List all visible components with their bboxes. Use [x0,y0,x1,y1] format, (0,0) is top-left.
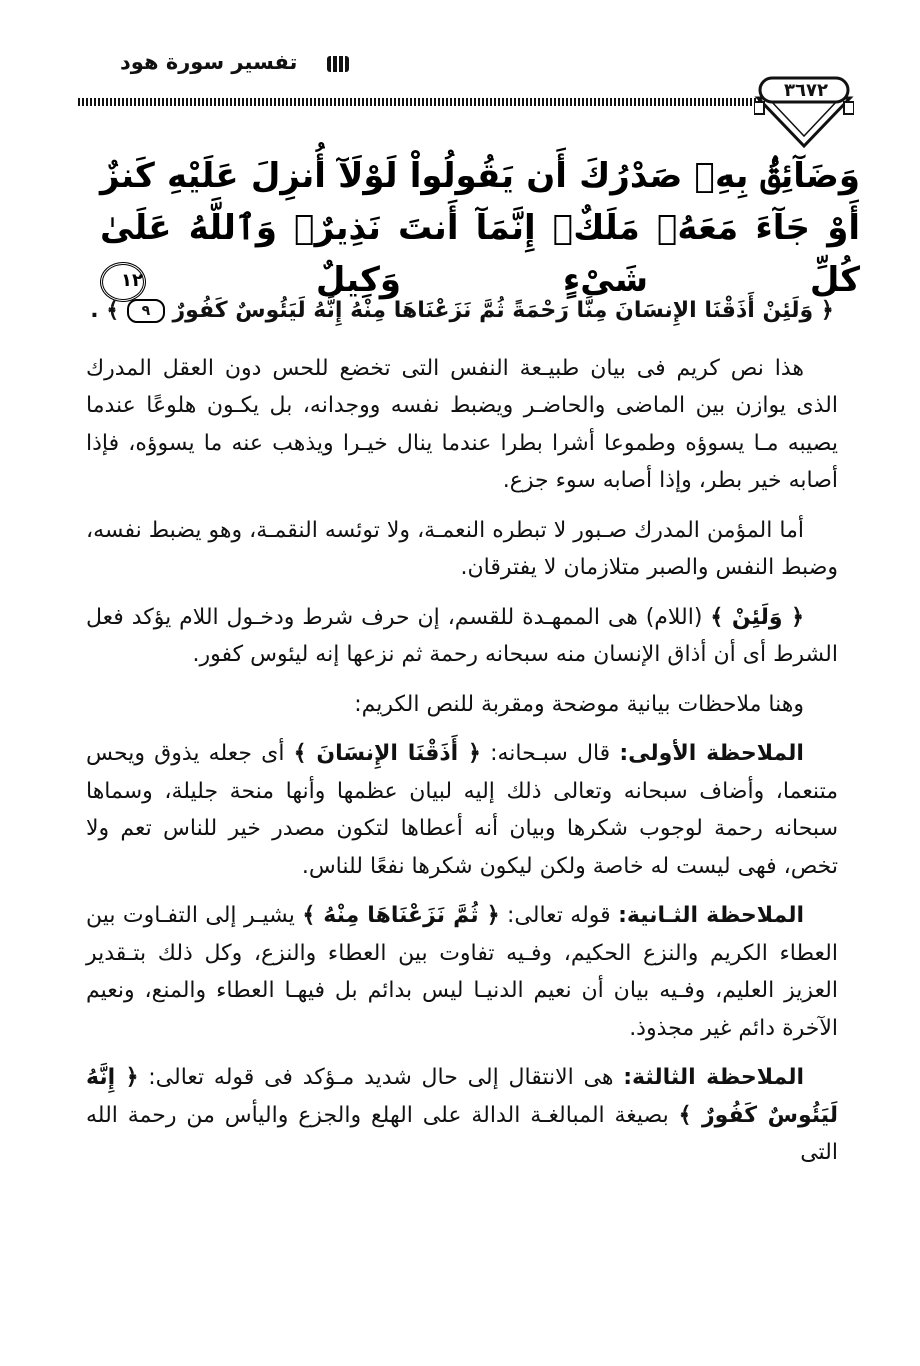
note-1 [86,735,838,885]
note-heading: الملاحظة الثالثة: [623,1065,804,1090]
paragraph-text: (اللام) هى الممهـدة للقسم، إن حرف شرط ودخـول اللام يؤكد فعل الشرط أى أن أذاق الإنسان منه سبحانه رحمة ثم نزعها إنه ليئوس كفور. [86,604,838,667]
note-heading: الملاحظة الأولى: [619,741,804,766]
page-number: ٣٦٧٢ [784,80,828,101]
paragraph-4: وهنا ملاحظات بيانية موضحة ومقربة للنص الكريم: [354,691,804,717]
ornament-icon [327,54,349,74]
verse-text: وَضَآئِقُۢ بِهِۦ صَدْرُكَ أَن يَقُولُواْ لَوْلَآ أُنزِلَ عَلَيْهِ كَنزٌ أَوْ جَآءَ مَعَهُۥ مَلَكٌۚ إِنَّمَآ أَنتَ نَذِيرٌۚ وَٱللَّهُ عَلَىٰ كُلِّ شَىْءٍ وَكِيلٌ [100,156,860,300]
running-header [70,40,850,150]
note-heading: الملاحظة الثـانية: [618,903,804,928]
quran-verse [100,150,860,306]
note-2 [86,897,838,1047]
header-dotted-rule [78,98,768,106]
note-text: أى جعله يذوق ويحس متنعما، وأضاف سبحانه وتعالى ذلك إليه لبيان عظمها وأنها منحة جليلة، وسماها سبحانه رحمة لوجوب شكرها وبيان أنه أعطاها لتكون مصدر خير للناس تعم ولا تخص، فهى ليست له خاصة ولكن ليكون شكرها نفعًا للناس. [86,741,838,879]
inline-verse-quote: ﴿ أَذَقْنَا الإِنسَانَ ﴾ [293,741,481,766]
note-text: هى الانتقال إلى حال شديد مـؤكد فى قوله تعالى: [138,1065,624,1090]
verse-number-marker: ١٢ [100,262,146,302]
note-3 [86,1059,838,1172]
paragraph-3 [86,599,838,674]
quoted-verse-number: ٩ [127,299,165,323]
note-text: قوله تعالى: [499,903,619,928]
paragraph-1: هذا نص كريم فى بيان طبيـعة النفس التى تخضع للحس دون العقل المدرك الذى يوازن بين الماضى والحاضـر ويضبط نفسه ووجدانه، بل يكـون هلوعًا عندما يصيبه مـا يسوؤه وطموعا أشرا بطرا عندما ينال خيـرا ويذهب عنه ما يسوؤه، فإذا أصابه خير بطر، وإذا أصابه سوء جزع. [86,355,838,493]
commentary-body [86,292,838,1184]
paragraph-2: أما المؤمن المدرك صـبور لا تبطره النعمـة، ولا توئسه النقمـة، وهو يضبط نفسه، وضبط النفس والصبر متلازمان لا يفترقان. [86,517,838,580]
quoted-verse-text: وَلَئِنْ أَذَقْنَا الإِنسَانَ مِنَّا رَحْمَةً ثُمَّ نَزَعْنَاهَا مِنْهُ إِنَّهُ لَيَئُوسٌ كَفُورٌ [172,298,814,323]
inline-verse-quote: ﴿ ثُمَّ نَزَعْنَاهَا مِنْهُ ﴾ [302,903,500,928]
note-text: يشيـر إلى التفـاوت بين العطاء الكريم والنزع الحكيم، وفـيه تفاوت بين العطاء والنزع، وكل ذلك بتـقدير العزيز العليم، وفـيه بيان أن نعيم الدنيـا ليس بدائم بل فيهـا العطاء والمنع، ونعيم الآخرة دائم غير مجذوذ. [86,903,838,1041]
quote-close-bracket: ﴾ . [90,298,120,323]
inline-verse-quote: ﴿ إِنَّهُ لَيَئُوسٌ كَفُورٌ ﴾ [86,1065,838,1128]
note-text: بصيغة المبالغـة الدالة على الهلع والجزع واليأس من رحمة الله التى [86,1102,838,1165]
inline-verse-quote: ﴿ وَلَئِنْ ﴾ [710,604,804,630]
header-title: تفسير سورة هود [120,50,298,74]
quote-open-bracket: ﴿ [820,298,834,323]
quoted-verse-line [86,292,838,330]
note-text: قال سبـحانه: [480,741,620,766]
